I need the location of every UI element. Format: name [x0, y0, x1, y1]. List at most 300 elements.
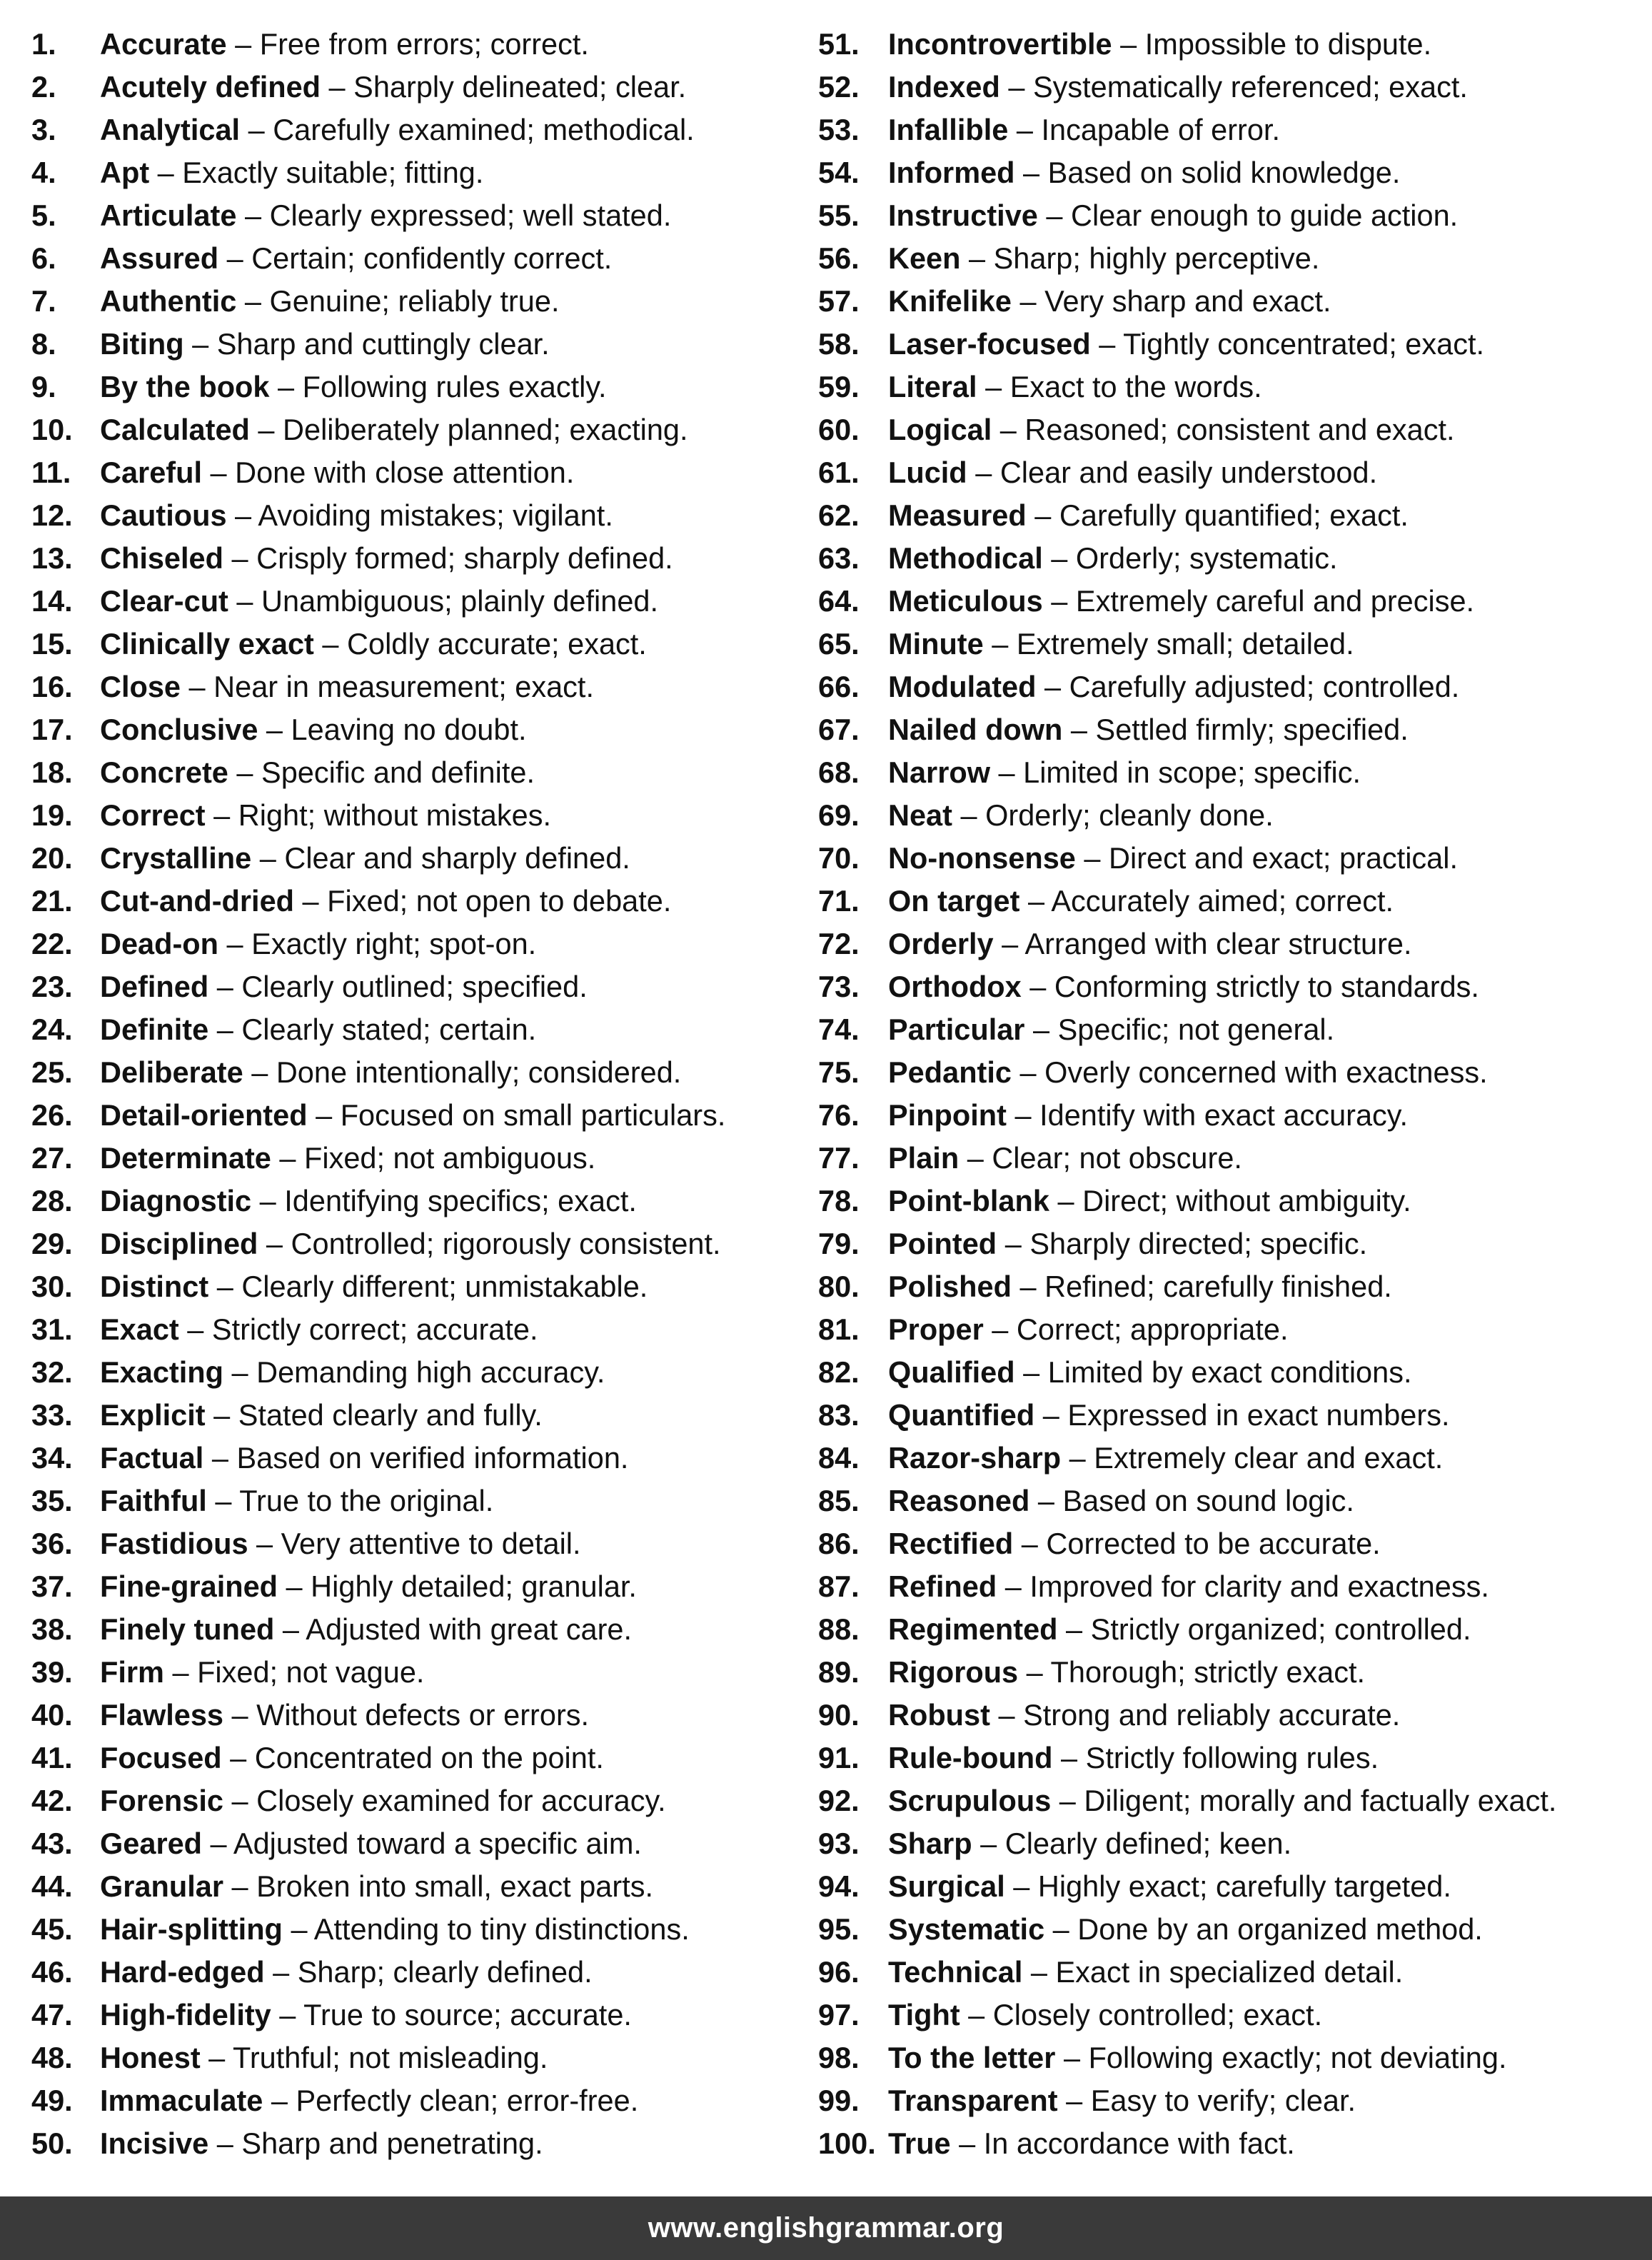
word-list-column-left [31, 23, 802, 2165]
item-term: Detail-oriented [100, 1098, 308, 1132]
item-number: 78. [818, 1184, 860, 1217]
item-separator: – [1034, 1398, 1068, 1432]
list-item [818, 1737, 1632, 1779]
item-number: 45. [31, 1912, 73, 1946]
item-term: Qualified [888, 1355, 1015, 1389]
item-definition: Unambiguous; plainly defined. [261, 584, 659, 618]
item-definition: Exact to the words. [1009, 370, 1262, 403]
item-text [100, 580, 658, 623]
item-number: 100. [818, 2126, 876, 2160]
list-item [818, 623, 1632, 666]
list-item [818, 1308, 1632, 1351]
item-definition: Following exactly; not deviating. [1088, 2041, 1507, 2074]
list-item [818, 408, 1632, 451]
list-item [818, 965, 1632, 1008]
item-text [888, 1651, 1365, 1694]
item-number: 49. [31, 2084, 73, 2117]
item-number: 13. [31, 541, 73, 575]
item-separator: – [1112, 27, 1145, 61]
list-item [31, 1737, 802, 1779]
list-item [31, 1137, 802, 1180]
item-separator: – [248, 1527, 281, 1560]
list-item [31, 1779, 802, 1822]
item-number: 89. [818, 1655, 860, 1689]
item-term: On target [888, 884, 1020, 918]
item-definition: Sharply directed; specific. [1029, 1227, 1368, 1260]
item-text [888, 1094, 1408, 1137]
item-text [100, 1522, 581, 1565]
item-number: 23. [31, 970, 73, 1003]
list-item [31, 323, 802, 366]
item-text [100, 1094, 725, 1137]
word-list [0, 23, 1652, 2158]
item-separator: – [997, 1227, 1030, 1260]
list-item [818, 1180, 1632, 1222]
item-term: Quantified [888, 1398, 1035, 1432]
item-number: 1. [31, 27, 56, 61]
item-term: Literal [888, 370, 977, 403]
item-definition: Correct; appropriate. [1016, 1312, 1289, 1346]
item-term: Logical [888, 413, 992, 446]
list-item [818, 237, 1632, 280]
list-item [31, 494, 802, 537]
list-item [818, 1994, 1632, 2036]
item-text [888, 965, 1479, 1008]
list-item [31, 451, 802, 494]
item-term: Clear-cut [100, 584, 228, 618]
item-separator: – [1011, 1055, 1045, 1089]
item-term: Assured [100, 241, 219, 275]
item-separator: – [294, 884, 328, 918]
item-text [888, 1480, 1354, 1522]
list-item [818, 280, 1632, 323]
item-term: Rectified [888, 1527, 1014, 1560]
item-number: 96. [818, 1955, 860, 1989]
item-separator: – [1014, 1355, 1048, 1389]
item-definition: Certain; confidently correct. [251, 241, 613, 275]
item-text [100, 1394, 543, 1437]
list-item [818, 1908, 1632, 1951]
item-term: Crystalline [100, 841, 252, 875]
item-number: 93. [818, 1827, 860, 1860]
item-definition: Based on solid knowledge. [1047, 156, 1401, 189]
item-term: Methodical [888, 541, 1043, 575]
item-separator: – [1018, 1655, 1051, 1689]
item-definition: Demanding high accuracy. [256, 1355, 605, 1389]
list-item [818, 2122, 1632, 2165]
list-item [31, 1308, 802, 1351]
item-term: Biting [100, 327, 184, 361]
item-text [100, 66, 686, 109]
item-term: Analytical [100, 113, 241, 146]
item-separator: – [1051, 1784, 1084, 1817]
item-definition: Sharp; clearly defined. [297, 1955, 593, 1989]
item-separator: – [208, 2126, 242, 2160]
item-term: Lucid [888, 456, 967, 489]
item-definition: Identifying specifics; exact. [284, 1184, 637, 1217]
item-term: Pinpoint [888, 1098, 1007, 1132]
item-term: Surgical [888, 1869, 1005, 1903]
item-separator: – [1042, 541, 1076, 575]
item-text [888, 1994, 1322, 2036]
item-number: 63. [818, 541, 860, 575]
item-number: 70. [818, 841, 860, 875]
item-term: Laser-focused [888, 327, 1091, 361]
item-separator: – [1029, 1484, 1063, 1517]
item-text [888, 494, 1409, 537]
item-term: Flawless [100, 1698, 224, 1732]
item-text [100, 1137, 595, 1180]
list-item [818, 1779, 1632, 1822]
item-separator: – [1006, 1098, 1040, 1132]
item-number: 24. [31, 1013, 73, 1046]
footer-url[interactable]: www.englishgrammar.org [648, 2212, 1004, 2244]
item-definition: Exact in specialized detail. [1055, 1955, 1404, 1989]
item-term: Particular [888, 1013, 1025, 1046]
item-separator: – [208, 1270, 242, 1303]
list-item [818, 751, 1632, 794]
item-number: 92. [818, 1784, 860, 1817]
item-text [100, 2079, 638, 2122]
item-term: Faithful [100, 1484, 207, 1517]
item-number: 8. [31, 327, 56, 361]
item-number: 35. [31, 1484, 73, 1517]
item-separator: – [999, 70, 1033, 104]
item-term: Hard-edged [100, 1955, 265, 1989]
item-text [888, 1522, 1381, 1565]
item-term: Razor-sharp [888, 1441, 1062, 1475]
list-item [31, 408, 802, 451]
list-item [31, 1522, 802, 1565]
item-separator: – [264, 1955, 298, 1989]
item-term: Conclusive [100, 713, 258, 746]
item-term: Meticulous [888, 584, 1043, 618]
item-number: 73. [818, 970, 860, 1003]
item-separator: – [223, 541, 257, 575]
item-separator: – [228, 584, 262, 618]
item-number: 67. [818, 713, 860, 746]
item-text [888, 880, 1394, 923]
item-text [888, 66, 1468, 109]
item-number: 80. [818, 1270, 860, 1303]
item-term: Instructive [888, 199, 1038, 232]
list-item [31, 1480, 802, 1522]
item-separator: – [1022, 1955, 1056, 1989]
list-item [31, 1437, 802, 1480]
item-definition: Clear and easily understood. [999, 456, 1378, 489]
list-item [31, 1865, 802, 1908]
item-separator: – [950, 2126, 984, 2160]
item-separator: – [243, 1055, 276, 1089]
item-definition: Clear enough to guide action. [1071, 199, 1459, 232]
item-text [100, 880, 671, 923]
list-item [31, 1265, 802, 1308]
item-text [100, 151, 483, 194]
item-separator: – [206, 1484, 240, 1517]
item-number: 74. [818, 1013, 860, 1046]
item-term: Nailed down [888, 713, 1063, 746]
item-text [100, 1437, 628, 1480]
item-separator: – [181, 670, 214, 703]
item-term: Clinically exact [100, 627, 314, 661]
list-item [818, 1651, 1632, 1694]
item-term: Exacting [100, 1355, 223, 1389]
list-item [31, 708, 802, 751]
item-separator: – [307, 1098, 341, 1132]
item-definition: Highly exact; carefully targeted. [1037, 1869, 1451, 1903]
item-definition: Identify with exact accuracy. [1039, 1098, 1409, 1132]
item-number: 22. [31, 927, 73, 960]
item-term: Apt [100, 156, 150, 189]
item-definition: Overly concerned with exactness. [1044, 1055, 1488, 1089]
item-text [888, 280, 1331, 323]
item-term: Factual [100, 1441, 204, 1475]
list-item [818, 708, 1632, 751]
item-term: Scrupulous [888, 1784, 1052, 1817]
list-item [818, 109, 1632, 151]
list-item [818, 1051, 1632, 1094]
item-separator: – [1013, 1527, 1047, 1560]
list-item [818, 837, 1632, 880]
item-text [100, 751, 535, 794]
item-definition: Deliberately planned; exacting. [283, 413, 688, 446]
item-text [888, 1608, 1471, 1651]
list-item [31, 237, 802, 280]
item-term: Pointed [888, 1227, 997, 1260]
item-definition: Done by an organized method. [1077, 1912, 1483, 1946]
item-separator: – [1004, 1869, 1038, 1903]
item-definition: Direct and exact; practical. [1109, 841, 1458, 875]
word-list-column-right [818, 23, 1632, 2165]
item-term: Granular [100, 1869, 223, 1903]
item-term: Chiseled [100, 541, 223, 575]
item-separator: – [959, 1141, 992, 1175]
item-separator: – [1049, 1184, 1083, 1217]
item-definition: Clearly defined; keen. [1004, 1827, 1292, 1860]
item-text [100, 1779, 666, 1822]
item-separator: – [208, 1013, 242, 1046]
item-term: Orderly [888, 927, 994, 960]
item-separator: – [967, 456, 1000, 489]
item-text [888, 1694, 1400, 1737]
item-term: Dead-on [100, 927, 218, 960]
item-text [100, 965, 588, 1008]
list-item [818, 923, 1632, 965]
item-term: Plain [888, 1141, 960, 1175]
list-item [31, 794, 802, 837]
item-number: 40. [31, 1698, 73, 1732]
item-definition: Clearly different; unmistakable. [241, 1270, 648, 1303]
item-text [888, 537, 1338, 580]
item-separator: – [1008, 113, 1042, 146]
item-text [888, 408, 1455, 451]
item-term: Sharp [888, 1827, 972, 1860]
item-text [888, 666, 1459, 708]
item-term: Calculated [100, 413, 250, 446]
item-definition: Specific; not general. [1057, 1013, 1335, 1046]
item-text [888, 237, 1319, 280]
item-definition: Clearly stated; certain. [241, 1013, 537, 1046]
list-item [818, 451, 1632, 494]
list-item [818, 1351, 1632, 1394]
list-item [818, 880, 1632, 923]
item-number: 20. [31, 841, 73, 875]
item-text [100, 408, 688, 451]
item-term: Infallible [888, 113, 1009, 146]
item-separator: – [992, 413, 1025, 446]
item-number: 27. [31, 1141, 73, 1175]
item-number: 5. [31, 199, 56, 232]
item-definition: Sharp and penetrating. [241, 2126, 543, 2160]
list-item [31, 965, 802, 1008]
item-text [100, 1651, 424, 1694]
item-term: Cautious [100, 498, 227, 532]
item-definition: Closely examined for accuracy. [256, 1784, 666, 1817]
item-separator: – [183, 327, 217, 361]
item-separator: – [1024, 1013, 1058, 1046]
item-separator: – [983, 1312, 1017, 1346]
list-item [31, 666, 802, 708]
item-term: Rule-bound [888, 1741, 1053, 1774]
list-item [818, 2079, 1632, 2122]
list-item [818, 323, 1632, 366]
item-number: 55. [818, 199, 860, 232]
item-text [100, 1994, 632, 2036]
item-number: 6. [31, 241, 56, 275]
item-separator: – [1057, 1612, 1091, 1646]
item-separator: – [321, 70, 354, 104]
item-text [888, 109, 1280, 151]
item-term: Proper [888, 1312, 984, 1346]
item-term: Authentic [100, 284, 237, 318]
item-definition: Done intentionally; considered. [276, 1055, 682, 1089]
item-number: 34. [31, 1441, 73, 1475]
list-item [31, 1565, 802, 1608]
item-separator: – [221, 1741, 255, 1774]
item-text [100, 1308, 538, 1351]
item-definition: Exactly suitable; fitting. [182, 156, 484, 189]
item-definition: Closely controlled; exact. [992, 1998, 1323, 2032]
item-definition: Adjusted with great care. [306, 1612, 633, 1646]
item-term: Immaculate [100, 2084, 263, 2117]
item-separator: – [226, 27, 260, 61]
item-definition: Improved for clarity and exactness. [1029, 1570, 1489, 1603]
list-item [31, 280, 802, 323]
item-text [888, 1137, 1242, 1180]
item-definition: Sharp and cuttingly clear. [216, 327, 550, 361]
item-term: Pedantic [888, 1055, 1012, 1089]
item-definition: Limited by exact conditions. [1047, 1355, 1412, 1389]
item-text [100, 366, 607, 408]
item-text [888, 1737, 1379, 1779]
item-term: Close [100, 670, 181, 703]
item-number: 72. [818, 927, 860, 960]
item-term: Systematic [888, 1912, 1045, 1946]
list-item [31, 1094, 802, 1137]
item-number: 18. [31, 755, 73, 789]
item-definition: Coldly accurate; exact. [347, 627, 647, 661]
item-definition: Fixed; not open to debate. [327, 884, 672, 918]
item-number: 61. [818, 456, 860, 489]
item-term: Informed [888, 156, 1015, 189]
item-definition: Strictly following rules. [1085, 1741, 1379, 1774]
item-definition: Controlled; rigorously consistent. [291, 1227, 721, 1260]
item-separator: – [1090, 327, 1124, 361]
item-number: 25. [31, 1055, 73, 1089]
item-separator: – [149, 156, 183, 189]
list-item [31, 837, 802, 880]
item-text [888, 323, 1484, 366]
item-text [100, 1051, 681, 1094]
list-item [818, 537, 1632, 580]
item-definition: Carefully adjusted; controlled. [1069, 670, 1460, 703]
item-definition: Limited in scope; specific. [1023, 755, 1361, 789]
item-number: 39. [31, 1655, 73, 1689]
item-text [100, 1951, 593, 1994]
item-term: Hair-splitting [100, 1912, 283, 1946]
item-separator: – [989, 1698, 1024, 1732]
item-separator: – [240, 113, 273, 146]
item-separator: – [313, 627, 348, 661]
item-number: 75. [818, 1055, 860, 1089]
item-separator: – [989, 755, 1024, 789]
item-separator: – [178, 1312, 212, 1346]
item-term: Rigorous [888, 1655, 1019, 1689]
item-term: Transparent [888, 2084, 1058, 2117]
item-text [100, 923, 536, 965]
item-definition: Extremely clear and exact. [1094, 1441, 1444, 1475]
list-item [31, 1994, 802, 2036]
list-item [818, 23, 1632, 66]
item-number: 97. [818, 1998, 860, 2032]
item-number: 30. [31, 1270, 73, 1303]
item-number: 32. [31, 1355, 73, 1389]
item-term: Finely tuned [100, 1612, 275, 1646]
item-definition: Strong and reliably accurate. [1023, 1698, 1401, 1732]
list-item [31, 151, 802, 194]
item-number: 15. [31, 627, 73, 661]
item-definition: Specific and definite. [261, 755, 535, 789]
item-text [888, 1951, 1403, 1994]
item-text [888, 580, 1474, 623]
item-text [100, 666, 594, 708]
item-number: 88. [818, 1612, 860, 1646]
item-term: Diagnostic [100, 1184, 252, 1217]
item-term: Fine-grained [100, 1570, 278, 1603]
list-item [818, 151, 1632, 194]
item-text [888, 23, 1431, 66]
item-separator: – [1062, 713, 1096, 746]
item-term: Geared [100, 1827, 203, 1860]
list-item [31, 2122, 802, 2165]
item-separator: – [236, 199, 270, 232]
item-separator: – [1052, 1741, 1086, 1774]
item-separator: – [972, 1827, 1005, 1860]
item-definition: Very sharp and exact. [1044, 284, 1331, 318]
list-item [818, 2036, 1632, 2079]
item-number: 41. [31, 1741, 73, 1774]
item-term: Measured [888, 498, 1027, 532]
item-text [100, 1180, 637, 1222]
item-number: 69. [818, 798, 860, 832]
list-item [31, 2036, 802, 2079]
item-definition: True to source; accurate. [303, 1998, 632, 2032]
list-item [818, 194, 1632, 237]
item-number: 65. [818, 627, 860, 661]
item-number: 4. [31, 156, 56, 189]
item-separator: – [163, 1655, 198, 1689]
list-item [818, 1951, 1632, 1994]
